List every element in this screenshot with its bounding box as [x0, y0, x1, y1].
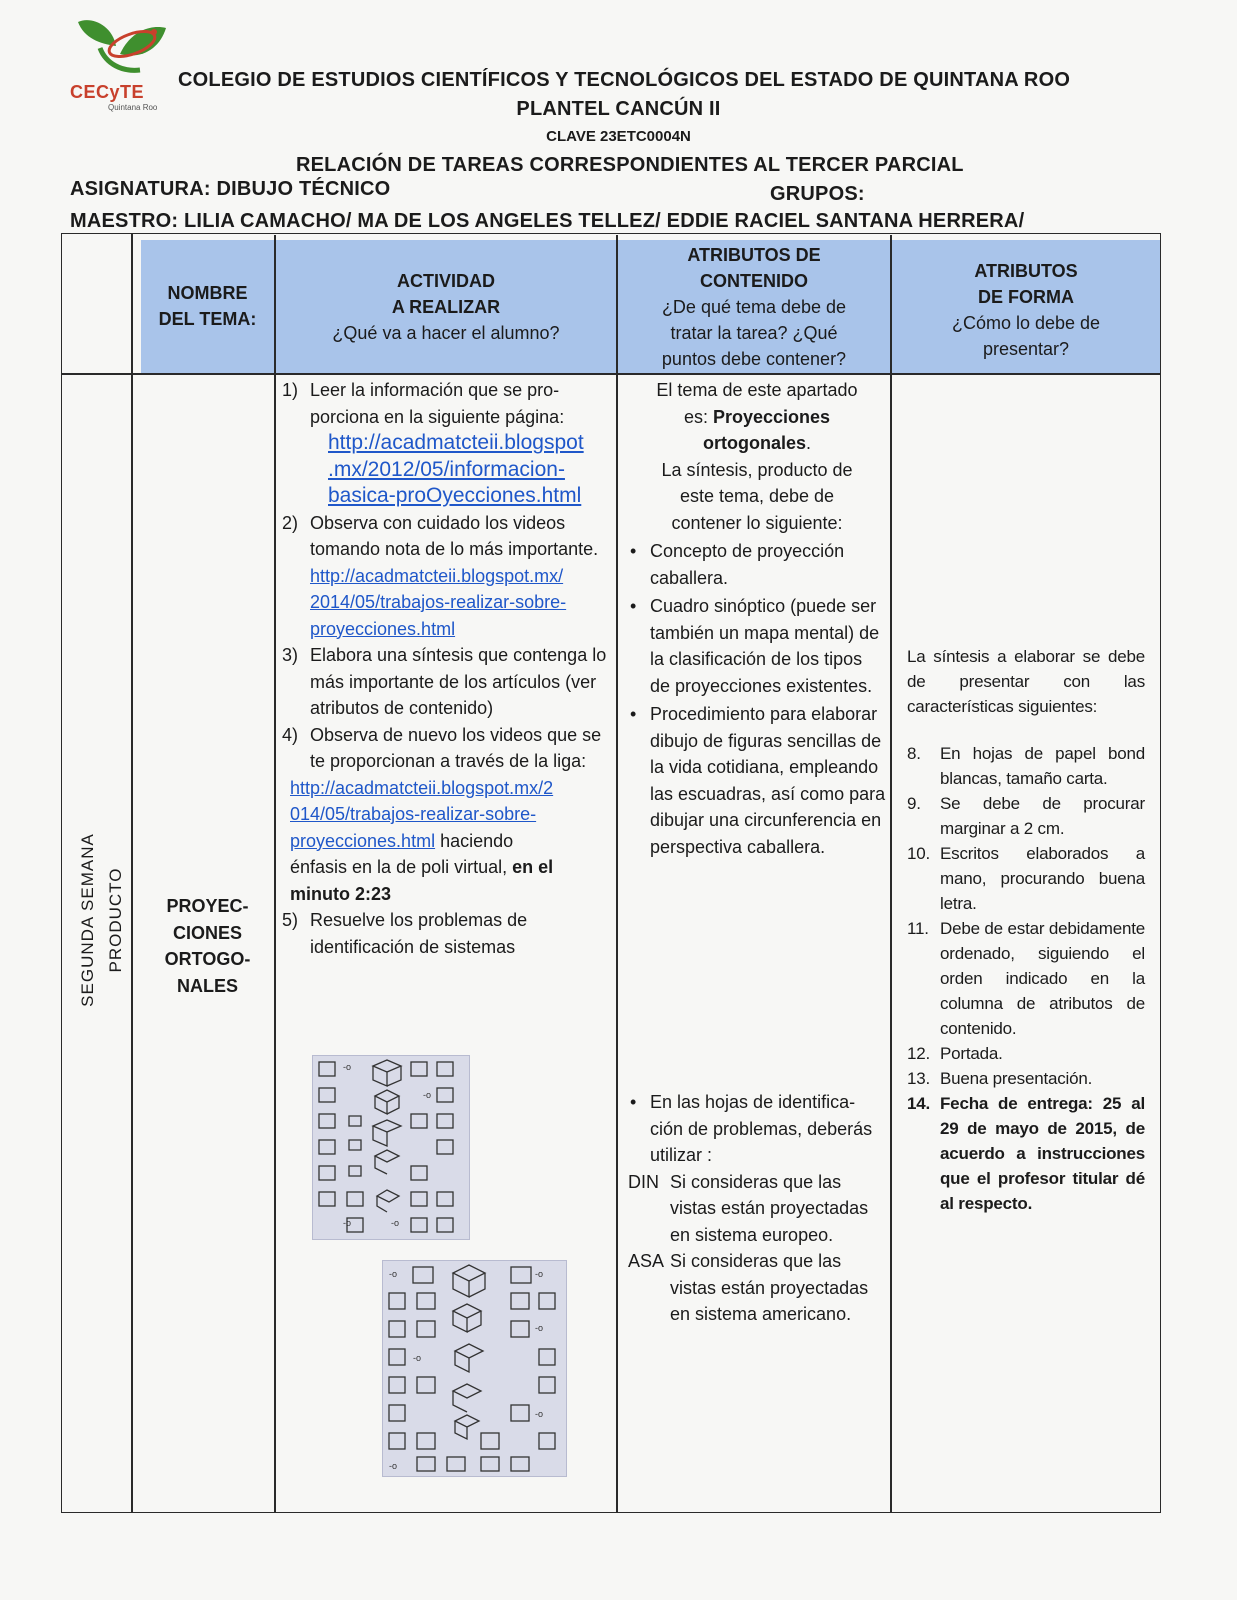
- content-bullet-4: • En las hojas de identifica- ción de problemas, deberás utilizar :: [630, 1092, 873, 1165]
- svg-text:-o: -o: [389, 1269, 398, 1279]
- subject: ASIGNATURA: DIBUJO TÉCNICO: [70, 178, 391, 200]
- logo-subtitle: Quintana Roo: [108, 103, 158, 112]
- teachers: MAESTRO: LILIA CAMACHO/ MA DE LOS ANGELES TELLEZ/ EDDIE RACIEL SANTANA HERRERA/: [70, 210, 1025, 232]
- svg-text:-o: -o: [535, 1323, 544, 1333]
- page-title: RELACIÓN DE TAREAS CORRESPONDIENTES AL TERCER PARCIAL: [296, 154, 964, 176]
- asa-definition: ASA Si consideras que las vistas están proyectadas en sistema americano.: [628, 1251, 869, 1324]
- institution-name: COLEGIO DE ESTUDIOS CIENTÍFICOS Y TECNOLÓGICOS DEL ESTADO DE QUINTANA ROO: [178, 69, 1071, 91]
- content-attributes: El tema de este apartado es: Proyecciones ortogonales. La síntesis, producto de este tema, debe de contener lo siguiente: • Concepto de proyección caballera. • Cuadro sinóptico (puede ser también un mapa mental) de la clasificación de los tipos de proyecciones existentes. • Procedimiento para elaborar dibujo de figuras sencillas de la vida cotidiana, empleando las escuadras, así como para dibujar una circunferencia en perspectiva caballera.: [628, 377, 886, 860]
- svg-text:-o: -o: [343, 1062, 352, 1072]
- groups-label: GRUPOS:: [770, 183, 865, 205]
- worksheet-image-1: [312, 1055, 470, 1240]
- svg-text:-o: -o: [343, 1218, 352, 1228]
- activity-item-1: 1) Leer la información que se pro- porciona en la siguiente página: http://acadmatcteii.blogspot .mx/2012/05/informacion- basica-proOyecciones.html: [282, 380, 584, 507]
- col-header-form: ATRIBUTOS DE FORMA ¿Cómo lo debe de presentar?: [951, 261, 1101, 359]
- content-identification: [628, 1089, 886, 1328]
- content-bullet-3: • Procedimiento para elaborar dibujo de figuras sencillas de la vida cotidiana, empleando las escuadras, así como para dibujar una circunferencia en perspectiva caballera.: [630, 704, 886, 857]
- activity-item-2: 2) Observa con cuidado los videos tomando nota de lo más importante. http://acadmatcteii.blogspot.mx/ 2014/05/trabajos-realizar-sobre- proyecciones.html: [282, 512, 599, 639]
- form-item: 10. Escritos elaborados a mano, procurando buena letra.: [907, 844, 1145, 913]
- form-item-deadline: 14. Fecha de entrega: 25 al 29 de mayo de 2015, de acuerdo a instrucciones que el profesor titular dé al respecto.: [907, 1094, 1145, 1213]
- activity-list: [282, 377, 612, 960]
- campus-name: PLANTEL CANCÚN II: [516, 98, 721, 120]
- logo-wordmark: CECyTE: [70, 82, 145, 102]
- topic-name: PROYEC- CIONES ORTOGO- NALES: [164, 896, 251, 996]
- activity-item-4: 4) Observa de nuevo los videos que se te proporcionan a través de la liga:: [282, 724, 602, 771]
- content-bullet-1: • Concepto de proyección caballera.: [630, 541, 845, 588]
- worksheet-image-2: [382, 1260, 567, 1477]
- svg-text:-o: -o: [389, 1461, 398, 1471]
- activity-item-4-cont: http://acadmatcteii.blogspot.mx/2 014/05/trabajos-realizar-sobre- proyecciones.html haciendo énfasis en la de poli virtual, en el minuto 2:23: [290, 777, 554, 904]
- week-label: SEGUNDA SEMANA: [78, 833, 97, 1007]
- din-definition: DIN Si consideras que las vistas están proyectadas en sistema europeo.: [628, 1171, 869, 1245]
- product-label: PRODUCTO: [106, 867, 125, 973]
- form-item: 12. Portada.: [907, 1044, 1003, 1063]
- col-header-content: ATRIBUTOS DE CONTENIDO ¿De qué tema debe de tratar la tarea? ¿Qué puntos debe contener?: [661, 245, 847, 369]
- col-header-activity: ACTIVIDAD A REALIZAR ¿Qué va a hacer el alumno?: [332, 271, 560, 343]
- svg-text:-o: -o: [391, 1218, 400, 1228]
- form-item: 11. Debe de estar debidamente ordenado, siguiendo el orden indicado en la columna de atributos de contenido.: [907, 919, 1145, 1038]
- form-intro: La síntesis a elaborar se debe de presentar con las características siguientes:: [907, 647, 1145, 716]
- activity-link-2[interactable]: http://acadmatcteii.blogspot.mx/ 2014/05/trabajos-realizar-sobre- proyecciones.html: [310, 565, 567, 639]
- content-bullet-2: • Cuadro sinóptico (puede ser también un mapa mental) de la clasificación de los tipos de proyecciones existentes.: [630, 596, 880, 696]
- svg-text:-o: -o: [535, 1409, 544, 1419]
- form-attributes: [907, 644, 1145, 1216]
- activity-link-1[interactable]: http://acadmatcteii.blogspot .mx/2012/05/informacion- basica-proOyecciones.html: [328, 431, 584, 507]
- activity-link-3[interactable]: http://acadmatcteii.blogspot.mx/2 014/05/trabajos-realizar-sobre- proyecciones.html: [290, 777, 554, 851]
- col-header-topic: NOMBRE DEL TEMA:: [158, 283, 257, 329]
- svg-text:-o: -o: [413, 1353, 422, 1363]
- svg-text:-o: -o: [535, 1269, 544, 1279]
- clave: CLAVE 23ETC0004N: [546, 128, 691, 145]
- form-item: 13. Buena presentación.: [907, 1069, 1093, 1088]
- activity-item-3: 3) Elabora una síntesis que contenga lo más importante de los artículos (ver atributos de contenido): [282, 645, 607, 718]
- svg-text:-o: -o: [423, 1090, 432, 1100]
- form-item: 8. En hojas de papel bond blancas, tamaño carta.: [907, 744, 1145, 788]
- form-item: 9. Se debe de procurar marginar a 2 cm.: [907, 794, 1145, 838]
- activity-item-5: 5) Resuelve los problemas de identificación de sistemas: [282, 910, 528, 957]
